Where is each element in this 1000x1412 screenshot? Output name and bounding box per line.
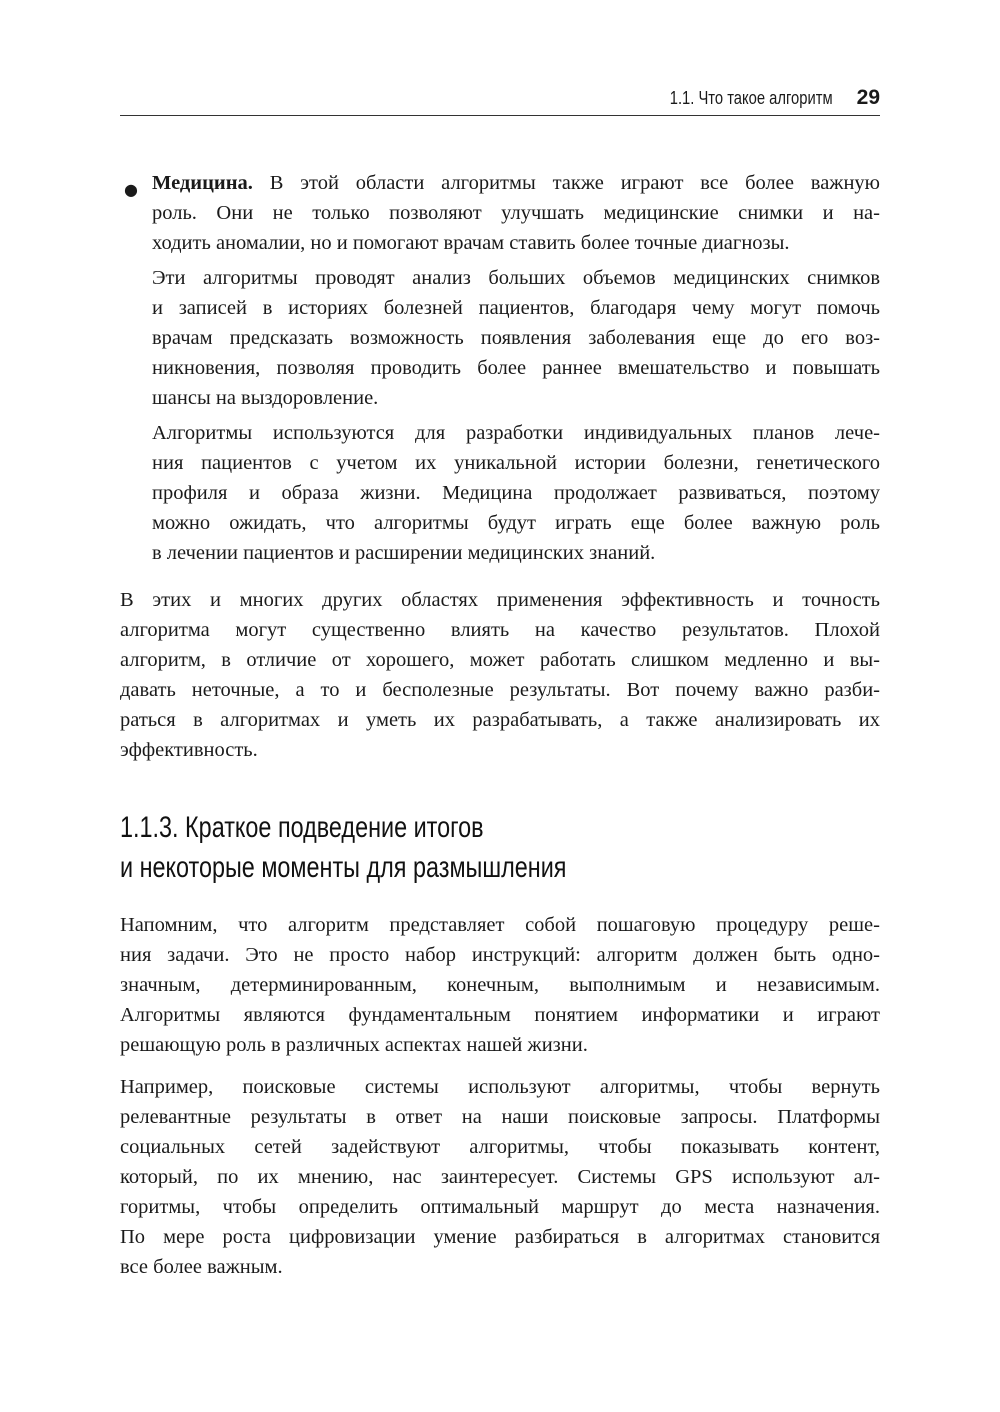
text-line: ходить аномалии, но и помогают врачам ставить более точные диагнозы. [152,232,790,254]
section-heading [120,808,566,888]
text-line: можно ожидать, что алгоритмы будут играть еще более важную роль [152,512,880,534]
text-line: никновения, позволяя проводить более раннее вмешательство и повышать [152,357,880,379]
paragraph-body [152,168,880,258]
section-heading-line: и некоторые моменты для размышления [120,851,567,884]
text-line: Напомним, что алгоритм представляет собой пошаговую процедуру реше- [120,914,880,936]
text-line: релевантные результаты в ответ на наши поисковые запросы. Платформы [120,1106,880,1128]
text-line: и записей в историях болезней пациентов, благодаря чему могут помочь [152,297,880,319]
text-line: По мере роста цифровизации умение разбираться в алгоритмах становится [120,1226,880,1248]
header-rule [120,115,880,116]
text-line: в лечении пациентов и расширении медицинских знаний. [152,542,656,564]
paragraph-body [120,910,880,1060]
text-line: ния пациентов с учетом их уникальной истории болезни, генетического [152,452,880,474]
paragraph-body [152,263,880,413]
text-line: значным, детерминированным, конечным, выполнимым и независимым. [120,974,880,996]
text-line: Медицина. В этой области алгоритмы также играют все более важную [152,172,880,194]
text-line: Например, поисковые системы используют алгоритмы, чтобы вернуть [120,1076,880,1098]
bullet-item-medicine [152,168,880,573]
text-line: решающую роль в различных аспектах нашей жизни. [120,1034,588,1056]
text-line: шансы на выздоровление. [152,387,379,409]
running-header [634,84,880,112]
text-line: врачам предсказать возможность появления заболевания еще до его воз- [152,327,880,349]
paragraph [120,1072,880,1287]
text-line: ния задачи. Это не просто набор инструкций: алгоритм должен быть одно- [120,944,880,966]
text-line: раться в алгоритмах и уметь их разрабатывать, а также анализировать их [120,709,880,731]
running-header-title: 1.1. Что такое алгоритм [669,87,833,108]
text-line: горитмы, чтобы определить оптимальный маршрут до места назначения. [120,1196,880,1218]
page-number: 29 [856,86,880,109]
text-line: давать неточные, а то и бесполезные результаты. Вот почему важно разби- [120,679,880,701]
bullet-icon: ● [124,180,138,199]
text-line: Эти алгоритмы проводят анализ больших объемов медицинских снимков [152,267,880,289]
text-line: который, по их мнению, нас заинтересует. Системы GPS используют ал- [120,1166,880,1188]
paragraph-body [152,418,880,568]
text-line: Алгоритмы используются для разработки индивидуальных планов лече- [152,422,880,444]
section-heading-line: 1.1.3. Краткое подведение итогов [120,811,484,844]
bullet-lead: Медицина. [152,172,270,194]
text-line: социальных сетей задействуют алгоритмы, чтобы показывать контент, [120,1136,880,1158]
text-line: профиля и образа жизни. Медицина продолжает развиваться, поэтому [152,482,880,504]
text-line: все более важным. [120,1256,283,1278]
text-line: эффективность. [120,739,258,761]
text-line: В этих и многих других областях применения эффективность и точность [120,589,880,611]
text-line: алгоритм, в отличие от хорошего, может работать слишком медленно и вы- [120,649,880,671]
text-line: Алгоритмы являются фундаментальным понятием информатики и играют [120,1004,880,1026]
text-line: роль. Они не только позволяют улучшать медицинские снимки и на- [152,202,880,224]
paragraph-body [120,585,880,765]
text-line: алгоритма могут существенно влиять на качество результатов. Плохой [120,619,880,641]
paragraph-body [120,1072,880,1282]
paragraph [120,585,880,770]
paragraph [120,910,880,1065]
